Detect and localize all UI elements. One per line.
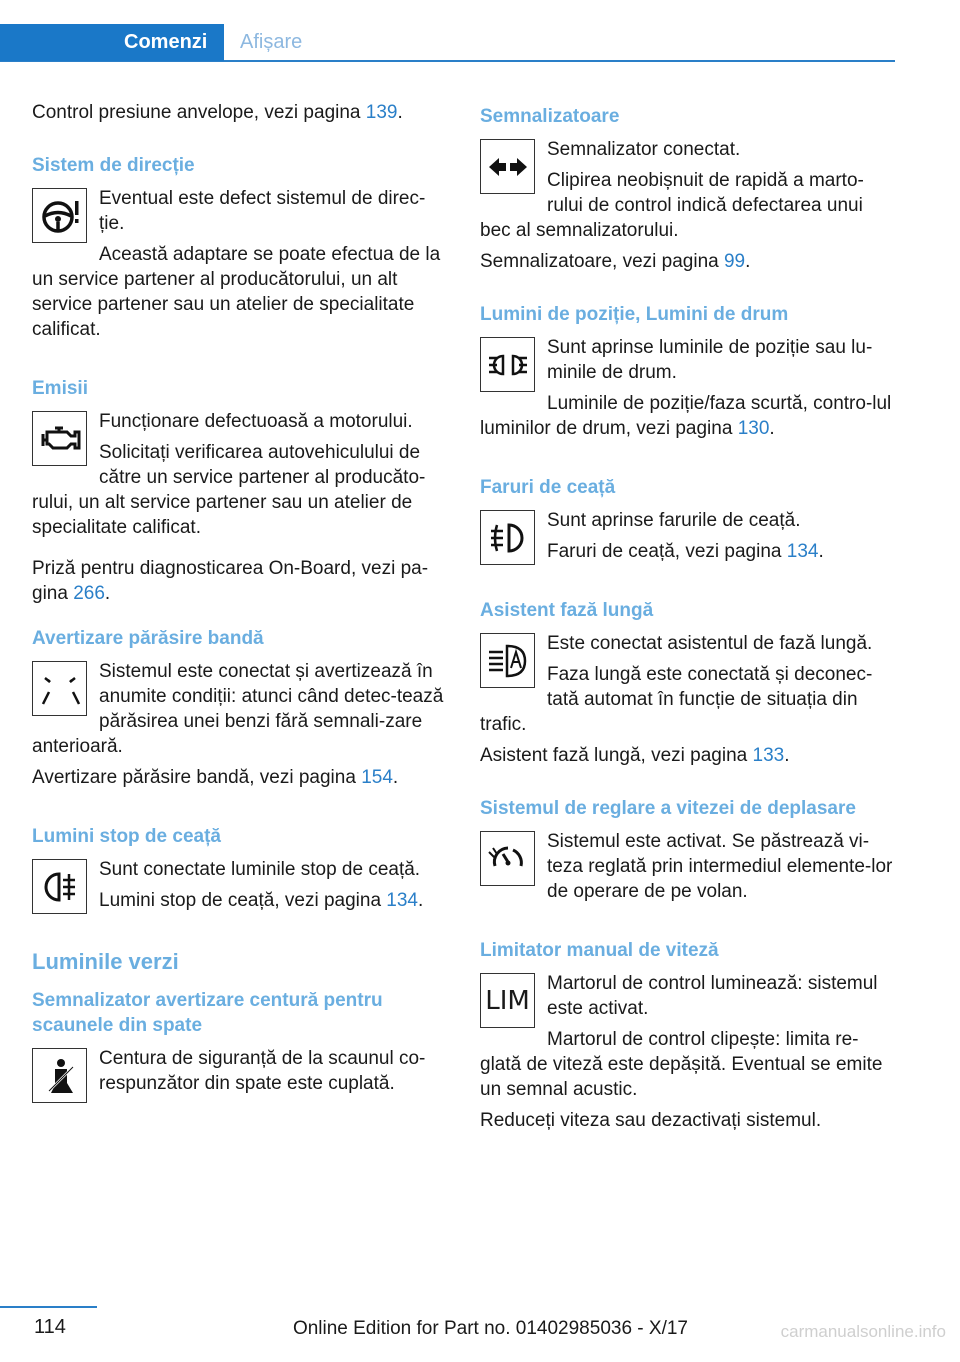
emissions-heading: Emisii (32, 378, 88, 399)
engine-icon (32, 411, 87, 466)
frontfog-ref: Faruri de ceață, vezi pagina 134. (547, 541, 824, 562)
tire-pressure-ref: Control presiune anvelope, vezi pagina 139. (32, 102, 403, 123)
rearfog-heading: Lumini stop de ceață (32, 826, 221, 847)
rearfog-entry (32, 857, 447, 919)
footer-rule (0, 1306, 97, 1308)
page-link-134-front[interactable]: 134 (786, 541, 819, 562)
limiter-heading: Limitator manual de viteză (480, 940, 719, 961)
watermark: carmanualsonline.info (780, 1322, 946, 1341)
turn-entry (480, 137, 895, 249)
emissions-text-2: Solicitați verificarea autovehiculului de către un service partener al producăto-rului, un alt service partener sau un atelier de specialitate calificat. (32, 442, 426, 538)
frontfog-heading: Faruri de ceață (480, 477, 616, 498)
frontfog-text-1: Sunt aprinse farurile de ceață. (547, 510, 801, 531)
turn-signal-icon (480, 139, 535, 194)
page-link-99[interactable]: 99 (723, 251, 746, 272)
turn-text-2: Clipirea neobișnuit de rapidă a marto-rului de control indică defectarea unui bec al semnalizatorului. (480, 170, 864, 241)
parking-heading: Lumini de poziție, Lumini de drum (480, 304, 789, 325)
page-link-134-rear[interactable]: 134 (386, 890, 418, 911)
speed-limiter-icon (480, 973, 535, 1028)
page-link-133[interactable]: 133 (752, 745, 785, 766)
seatbelt-icon (32, 1048, 87, 1103)
cruise-control-icon (480, 831, 535, 886)
parking-text-1: Sunt aprinse luminile de poziție sau lu-minile de drum. (547, 337, 873, 383)
page-link-266[interactable]: 266 (73, 583, 105, 604)
tab-afisare[interactable]: Afișare (240, 31, 303, 53)
front-fog-light-icon (480, 510, 535, 565)
steering-heading: Sistem de direcție (32, 155, 195, 176)
highbeam-ref: Asistent fază lungă, vezi pagina 133. (480, 745, 790, 766)
obd-ref: Priză pentru diagnosticarea On-Board, vezi pa-gina 266. (32, 558, 429, 604)
parking-light-icon (480, 337, 535, 392)
rearfog-text-1: Sunt conectate luminile stop de ceață. (99, 859, 421, 880)
seatbelt-entry (32, 1046, 447, 1107)
rear-fog-light-icon (32, 859, 87, 914)
page-link-139[interactable]: 139 (365, 102, 398, 123)
steering-entry (32, 186, 447, 348)
highbeam-text-1: Este conectat asistentul de fază lungă. (547, 633, 873, 654)
turn-heading: Semnalizatoare (480, 106, 620, 127)
frontfog-entry (480, 508, 895, 570)
high-beam-assist-icon (480, 633, 535, 688)
cruise-entry (480, 829, 895, 910)
highbeam-text-2: Faza lungă este conectată și deconec-tată automat în funcție de situația din trafic. (480, 664, 873, 735)
seatbelt-text-1: Centura de siguranță de la scaunul co-respunzător din spate este cuplată. (99, 1048, 426, 1094)
steering-text-1: Eventual este defect sistemul de direc-ție. (99, 188, 426, 234)
lane-departure-icon (32, 661, 87, 716)
limiter-text-3: Reduceți viteza sau dezactivați sistemul. (480, 1110, 822, 1131)
page-link-130[interactable]: 130 (737, 418, 770, 439)
parking-entry (480, 335, 895, 447)
chapter-tab-bar (0, 24, 895, 62)
turn-text-1: Semnalizator conectat. (547, 139, 741, 160)
limiter-text-1: Martorul de control luminează: sistemul este activat. (547, 973, 878, 1019)
lane-heading: Avertizare părăsire bandă (32, 628, 264, 649)
highbeam-entry (480, 631, 895, 743)
limiter-icon-label: LIM (485, 985, 530, 1016)
lane-text-1: Sistemul este conectat și avertizează în anumite condiții: atunci când detec-tează părăsirea unei benzi fără semnali-zare anterioară. (32, 661, 444, 757)
left-column (32, 100, 447, 1107)
highbeam-heading: Asistent fază lungă (480, 600, 654, 621)
emissions-text-1: Funcționare defectuoasă a motorului. (99, 411, 413, 432)
emissions-entry (32, 409, 447, 546)
limiter-entry (480, 971, 895, 1108)
edition-note: Online Edition for Part no. 01402985036 - X/17 (292, 1318, 688, 1339)
tab-comenzi[interactable]: Comenzi (0, 24, 224, 61)
page-link-154[interactable]: 154 (361, 767, 393, 788)
green-lights-heading: Luminile verzi (32, 949, 179, 974)
seatbelt-heading: Semnalizator avertizare centură pentru scaunele din spate (32, 990, 383, 1036)
cruise-heading: Sistemul de reglare a vitezei de deplasare (480, 798, 856, 819)
lane-ref: Avertizare părăsire bandă, vezi pagina 154. (32, 767, 399, 788)
steering-warning-icon (32, 188, 87, 243)
steering-text-2: Această adaptare se poate efectua de la un service partener al producătorului, un alt service partener sau un atelier de specialitate calificat. (32, 244, 441, 340)
turn-ref: Semnalizatoare, vezi pagina 99. (480, 251, 751, 272)
lane-entry (32, 659, 447, 765)
right-column (480, 100, 895, 1141)
cruise-text-1: Sistemul este activat. Se păstrează vi-teza reglată prin intermediul elemente-lor de operare de pe volan. (547, 831, 893, 902)
parking-text-2: Luminile de poziție/faza scurtă, contro-lul luminilor de drum, vezi pagina 130. (480, 393, 892, 439)
page-number: 114 (34, 1316, 66, 1338)
limiter-text-2: Martorul de control clipește: limita re-glată de viteză este depășită. Eventual se emite un semnal acustic. (480, 1029, 883, 1100)
rearfog-ref: Lumini stop de ceață, vezi pagina 134. (99, 890, 424, 911)
